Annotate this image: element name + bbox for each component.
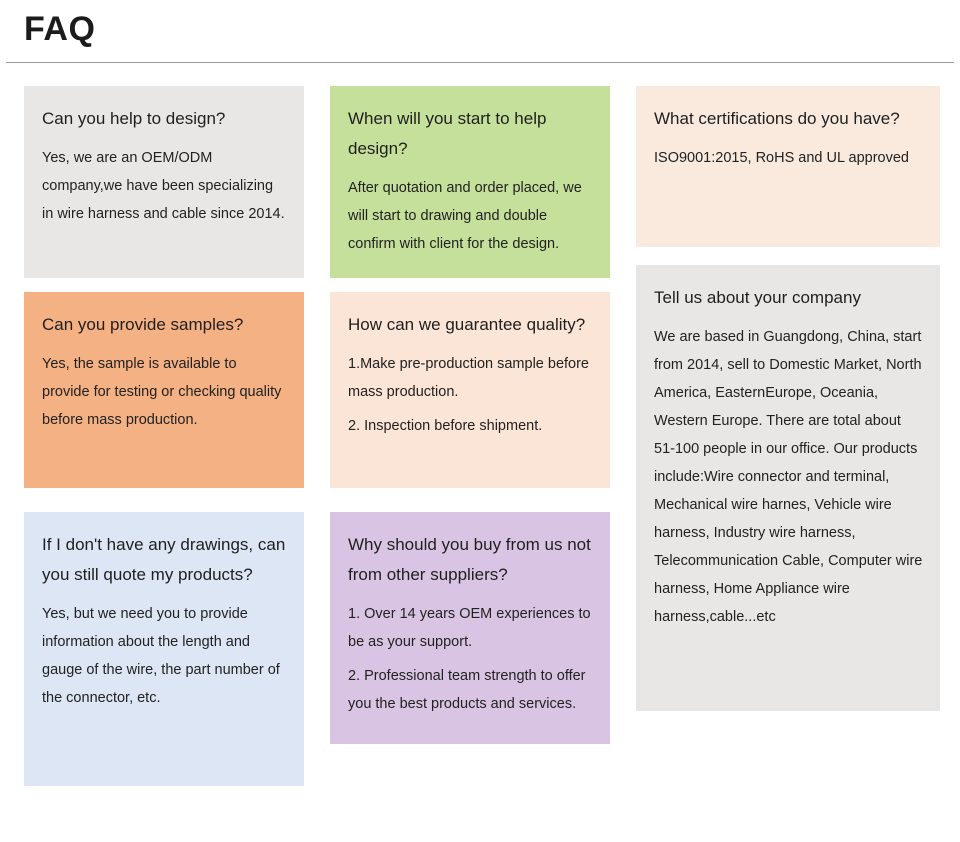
page-title: FAQ — [24, 10, 96, 48]
faq-answer: 2. Professional team strength to offer you the best products and services. — [348, 668, 586, 712]
faq-card-design — [24, 86, 304, 278]
faq-card-why-buy — [330, 512, 610, 744]
faq-card-samples — [24, 292, 304, 488]
faq-question: Can you provide samples? — [42, 315, 244, 334]
faq-question: How can we guarantee quality? — [348, 315, 586, 334]
faq-question: Why should you buy from us not from other suppliers? — [348, 535, 591, 584]
faq-question: Can you help to design? — [42, 109, 226, 128]
faq-answer: ISO9001:2015, RoHS and UL approved — [654, 150, 909, 166]
faq-answer: 2. Inspection before shipment. — [348, 418, 543, 434]
faq-card-no-drawings — [24, 512, 304, 786]
faq-question: If I don't have any drawings, can you still quote my products? — [42, 535, 286, 584]
faq-answer: Yes, the sample is available to provide for testing or checking quality before mass production. — [42, 356, 282, 428]
faq-card-certifications — [636, 86, 940, 247]
faq-answer: 1.Make pre-production sample before mass production. — [348, 356, 589, 400]
faq-question: When will you start to help design? — [348, 109, 547, 158]
faq-answer: Yes, but we need you to provide information about the length and gauge of the wire, the part number of the connector, etc. — [42, 606, 280, 706]
faq-card-quality — [330, 292, 610, 488]
faq-question: What certifications do you have? — [654, 109, 900, 128]
faq-card-company — [636, 265, 940, 711]
faq-answer: 1. Over 14 years OEM experiences to be as your support. — [348, 606, 591, 650]
faq-card-start-design — [330, 86, 610, 278]
title-divider — [6, 62, 954, 63]
faq-question: Tell us about your company — [654, 288, 861, 307]
faq-answer: Yes, we are an OEM/ODM company,we have been specializing in wire harness and cable since 2014. — [42, 150, 285, 222]
faq-answer: We are based in Guangdong, China, start from 2014, sell to Domestic Market, North America, EasternEurope, Oceania, Western Europe. There are total about 51-100 people in our office. Our products include:Wire connector and terminal, Mechanical wire harnes, Vehicle wire harness, Industry wire harness, Telecommunication Cable, Computer wire harness, Home Appliance wire harness,cable...etc — [654, 329, 923, 625]
faq-answer: After quotation and order placed, we will start to drawing and double confirm with client for the design. — [348, 180, 582, 252]
